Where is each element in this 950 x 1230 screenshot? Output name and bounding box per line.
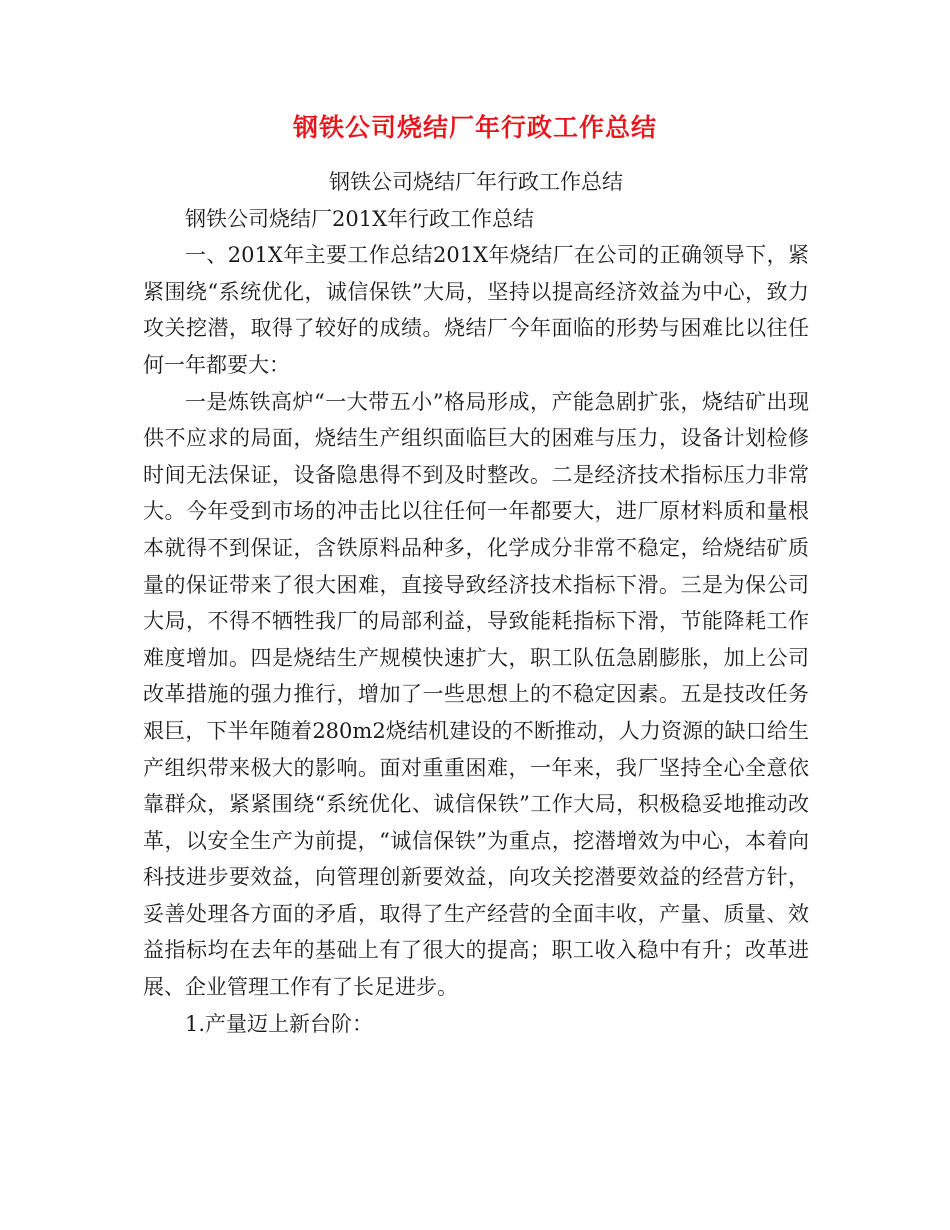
document-body bbox=[143, 164, 809, 1042]
paragraph-heading: 钢铁公司烧结厂201X年行政工作总结 bbox=[185, 206, 535, 231]
document-subtitle: 钢铁公司烧结厂年行政工作总结 bbox=[329, 170, 623, 194]
paragraph-section-1: 1.产量迈上新台阶： bbox=[185, 1011, 374, 1036]
paragraph-difficulties: 一是炼铁高炉“一大带五小”格局形成，产能急剧扩张，烧结矿出现供不应求的局面，烧结生产组织面临巨大的困难与压力，设备计划检修时间无法保证，设备隐患得不到及时整改。二是经济技术指标压力非常大。今年受到市场的冲击比以往任何一年都要大，进厂原材料质和量根本就得不到保证，含铁原料品种多，化学成分非常不稳定，给烧结矿质量的保证带来了很大困难，直接导致经济技术指标下滑。三是为保公司大局，不得不牺牲我厂的局部利益，导致能耗指标下滑，节能降耗工作难度增加。四是烧结生产规模快速扩大，职工队伍急剧膨胀，加上公司改革措施的强力推行，增加了一些思想上的不稳定因素。五是技改任务艰巨，下半年随着280m2烧结机建设的不断推动，人力资源的缺口给生产组织带来极大的影响。面对重重困难，一年来，我厂坚持全心全意依靠群众，紧紧围绕“系统优化、诚信保铁”工作大局，积极稳妥地推动改革，以安全生产为前提，“诚信保铁”为重点，挖潜增效为中心，本着向科技进步要效益，向管理创新要效益，向攻关挖潜要效益的经营方针，妥善处理各方面的矛盾，取得了生产经营的全面丰收，产量、质量、效益指标均在去年的基础上有了很大的提高；职工收入稳中有升；改革进展、企业管理工作有了长足进步。 bbox=[143, 389, 809, 1000]
paragraph-intro: 一、201X年主要工作总结201X年烧结厂在公司的正确领导下，紧紧围绕“系统优化，诚信保铁”大局，坚持以提高经济效益为中心，致力攻关挖潜，取得了较好的成绩。烧结厂今年面临的形势与困难比以往任何一年都要大： bbox=[143, 243, 809, 377]
document-title: 钢铁公司烧结厂年行政工作总结 bbox=[292, 113, 657, 142]
